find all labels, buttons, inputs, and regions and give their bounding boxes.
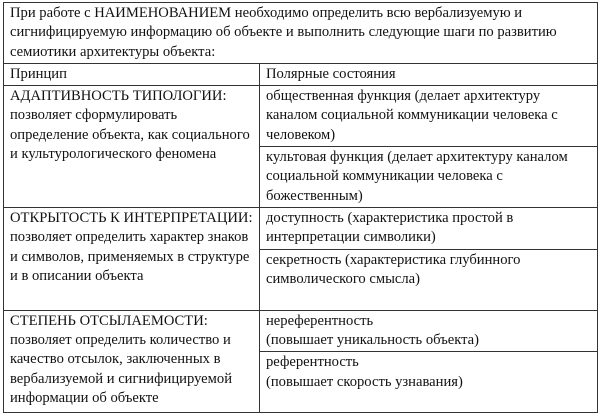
state-note: (повышает скорость узнавания)	[266, 373, 463, 390]
principle-description: позволяет определить характер знаков и символов, применяемых в структуре и в описании объекта	[10, 229, 250, 285]
state-cell: доступность (характеристика простой в интерпретации символики)	[260, 208, 598, 250]
principles-table	[3, 2, 598, 413]
principle-description: позволяет определить количество и качество отсылок, заключенных в вербализуемой и сигнифицируемой информации об объекте	[10, 332, 232, 406]
table-row	[4, 208, 598, 250]
state-term: нереферентность	[266, 312, 374, 329]
state-cell: культовая функция (делает архитектуру каналом социальной коммуникации человека с божественным)	[260, 147, 598, 208]
state-cell: секретность (характеристика глубинного символического смысла)	[260, 249, 598, 310]
table-row	[4, 86, 598, 147]
principle-cell	[4, 310, 260, 413]
intro-paragraph: При работе с НАИМЕНОВАНИЕМ необходимо определить всю вербализуемую и сигнифицируемую информацию об объекте и выполнить следующие шаги по развитию семиотики архитектуры объекта:	[4, 3, 598, 64]
intro-row	[4, 3, 598, 64]
principle-description: позволяет сформулировать определение объекта, как социального и культурологического феномена	[10, 107, 250, 163]
principle-title: АДАПТИВНОСТЬ ТИПОЛОГИИ:	[10, 88, 227, 105]
header-principle: Принцип	[4, 63, 260, 85]
header-row	[4, 63, 598, 85]
principle-cell	[4, 208, 260, 311]
state-term: референтность	[266, 354, 359, 371]
principle-cell	[4, 86, 260, 208]
state-cell: общественная функция (делает архитектуру каналом социальной коммуникации человека с человеком)	[260, 86, 598, 147]
principle-title: ОТКРЫТОСТЬ К ИНТЕРПРЕТАЦИИ:	[10, 210, 253, 227]
principle-title: СТЕПЕНЬ ОТСЫЛАЕМОСТИ:	[10, 312, 208, 329]
table-row	[4, 310, 598, 352]
header-polar-states: Полярные состояния	[260, 63, 598, 85]
state-note: (повышает уникальность объекта)	[266, 332, 480, 349]
state-cell	[260, 310, 598, 352]
state-cell	[260, 352, 598, 413]
